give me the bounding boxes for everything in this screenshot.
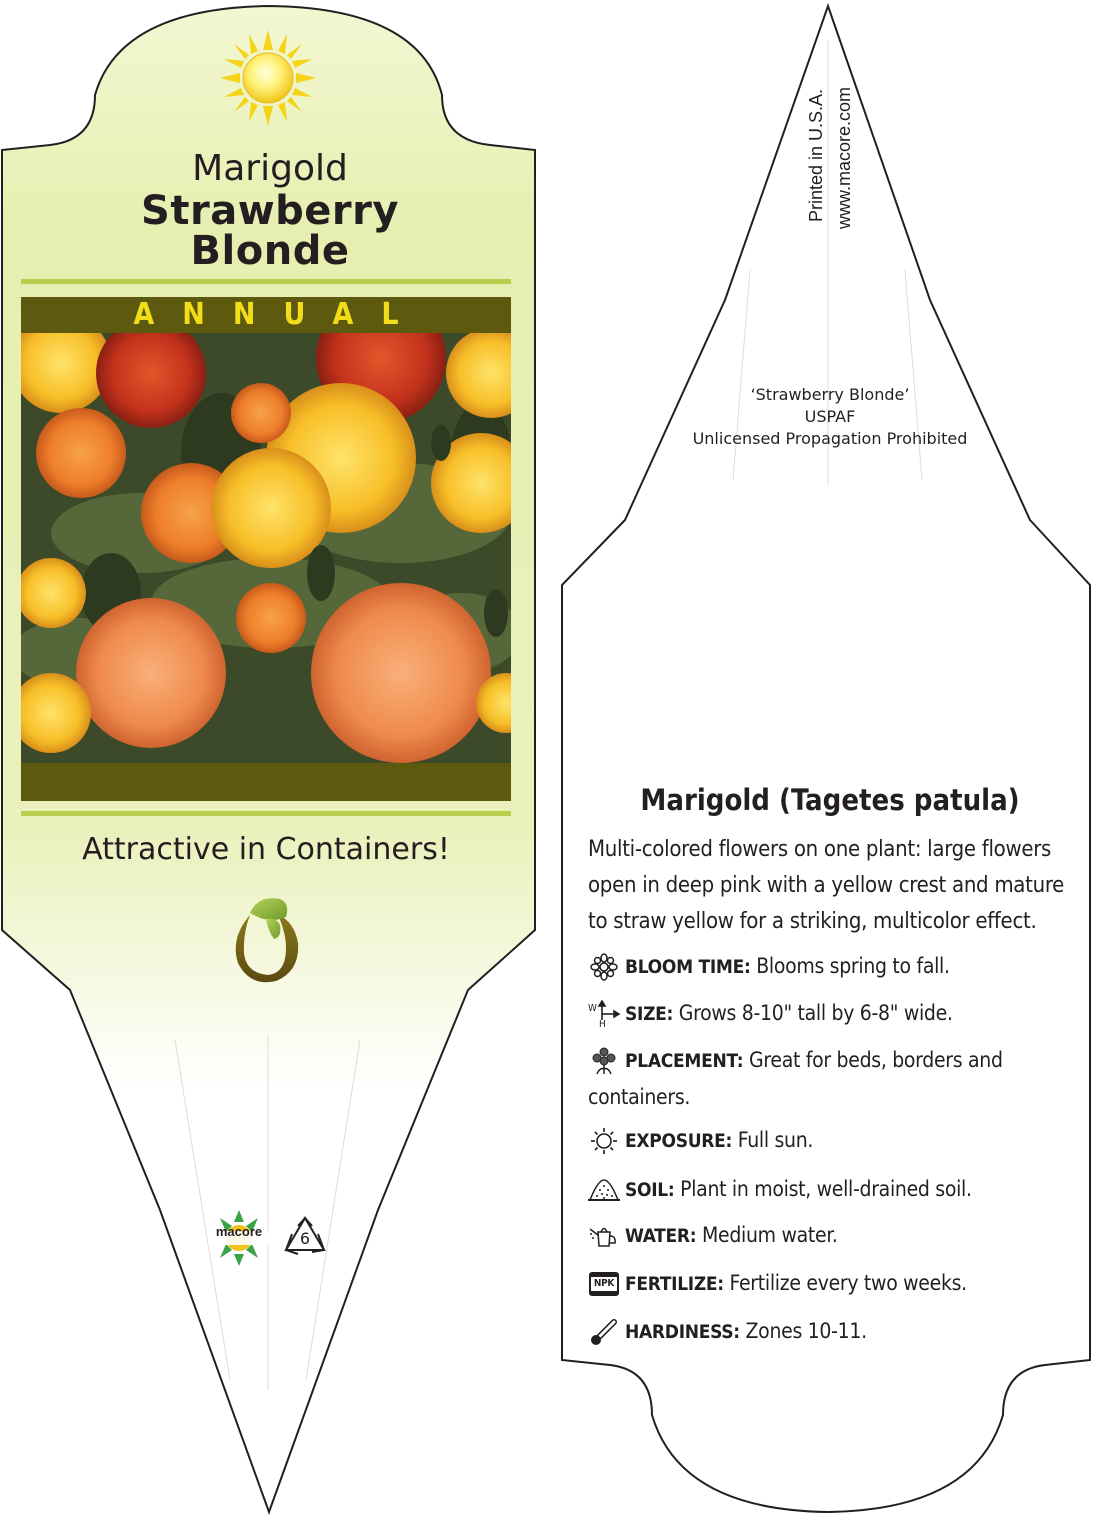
watering-can-icon xyxy=(588,1222,620,1250)
care-water: WATER: Medium water. xyxy=(588,1217,1068,1254)
placement-plants-icon xyxy=(588,1047,620,1075)
legal-propagation: Unlicensed Propagation Prohibited xyxy=(692,429,968,448)
npk-fertilizer-icon: NPK xyxy=(588,1270,620,1298)
marigold-photo xyxy=(21,333,511,763)
care-placement: PLACEMENT: Great for beds, borders and containers. xyxy=(588,1048,1003,1109)
common-name: Marigold xyxy=(192,148,348,189)
legal-uspaf: USPAF xyxy=(804,407,856,426)
variety-name-line2: Blonde xyxy=(190,228,350,274)
care-hardiness: HARDINESS: Zones 10-11. xyxy=(588,1313,1068,1350)
green-rule-bottom xyxy=(21,811,511,816)
leaf-swirl-logo-icon xyxy=(228,893,308,989)
tagline: Attractive in Containers! xyxy=(82,832,450,867)
plant-type-label: ANNUAL xyxy=(133,297,427,332)
website-url: www.macore.com xyxy=(834,86,854,229)
sun-logo-icon xyxy=(218,28,318,128)
flower-icon xyxy=(588,953,620,981)
macore-logo-text: macore xyxy=(215,1224,263,1239)
care-soil: SOIL: Plant in moist, well-drained soil. xyxy=(588,1171,1068,1208)
green-rule-top xyxy=(21,279,511,284)
care-size: W H SIZE: Grows 8-10" tall by 6-8" wide. xyxy=(588,1001,953,1030)
variety-name-line1: Strawberry xyxy=(141,188,399,234)
soil-pile-icon xyxy=(588,1176,620,1204)
photo-bottom-band xyxy=(21,763,511,801)
recycle-code: 6 xyxy=(299,1229,311,1248)
care-fertilize: NPK FERTILIZE: Fertilize every two weeks. xyxy=(588,1265,1068,1302)
legal-variety: ‘Strawberry Blonde’ xyxy=(750,385,910,404)
care-exposure: EXPOSURE: Full sun. xyxy=(588,1122,1068,1159)
size-arrows-icon: W H xyxy=(588,1000,620,1028)
sun-icon xyxy=(588,1127,620,1155)
thermometer-icon xyxy=(588,1318,620,1346)
printed-in-usa: Printed in U.S.A. xyxy=(806,88,826,222)
plant-description: Multi-colored flowers on one plant: large flowers open in deep pink with a yellow crest and mature to straw yellow for a striking, multicolor effect. xyxy=(588,837,1065,934)
botanical-title: Marigold (Tagetes patula) xyxy=(640,783,1020,817)
care-bloom-time: BLOOM TIME: Blooms spring to fall. xyxy=(588,948,1068,985)
